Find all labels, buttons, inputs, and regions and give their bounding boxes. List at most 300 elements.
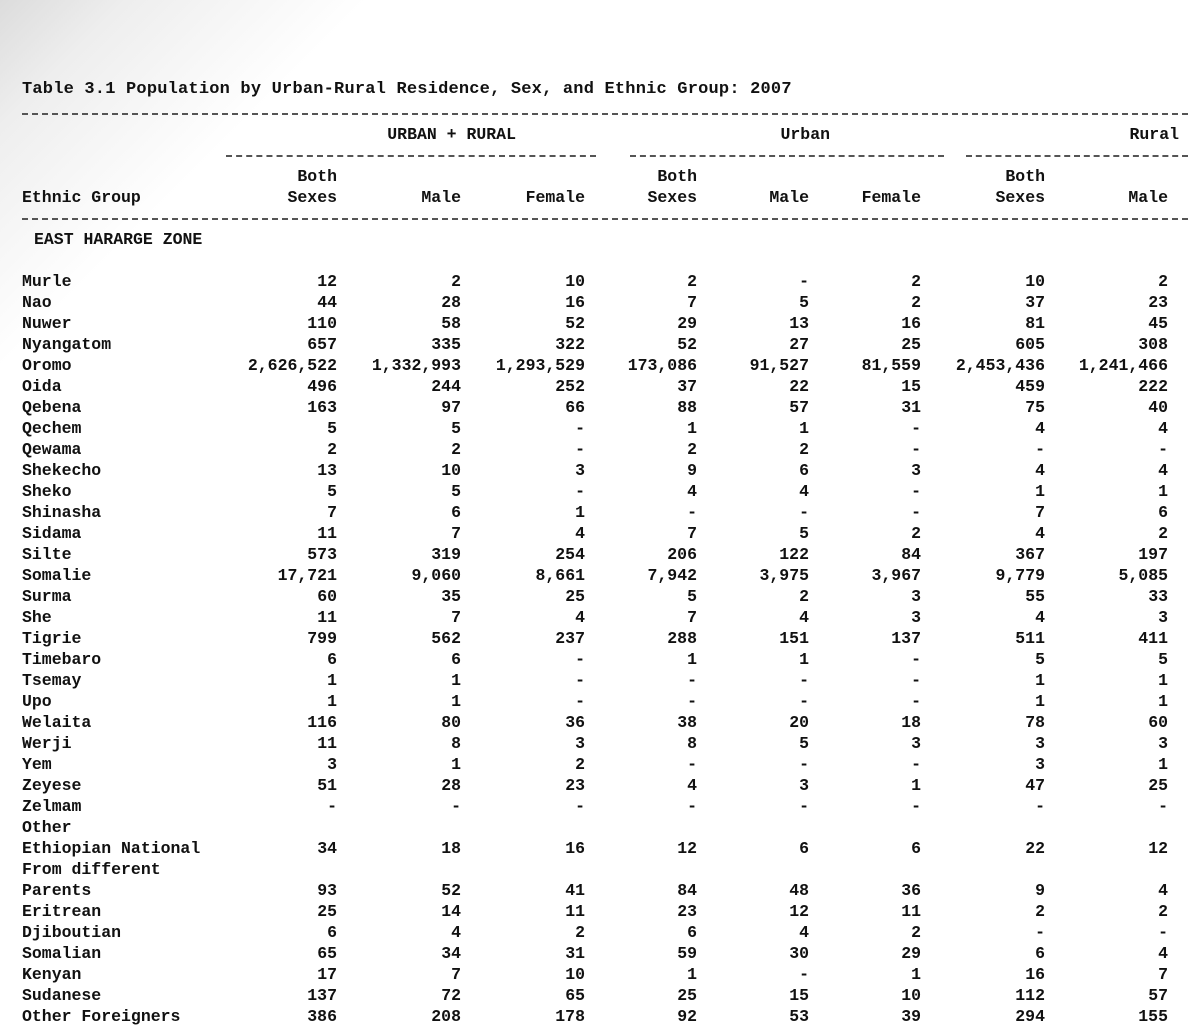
cell-total-both: 11: [317, 524, 337, 543]
row-label: Other Foreigners: [22, 1007, 181, 1026]
cell-rural-both: 47: [1025, 776, 1045, 795]
table-row: [0, 502, 1188, 523]
cell-rural-both: 4: [1035, 608, 1045, 627]
cell-urban-female: 10: [901, 986, 921, 1005]
cell-total-both: 2: [327, 440, 337, 459]
cell-urban-both: -: [687, 692, 697, 711]
cell-urban-male: 15: [789, 986, 809, 1005]
cell-rural-both: 6: [1035, 944, 1045, 963]
cell-total-female: 254: [555, 545, 585, 564]
cell-total-female: 1,293,529: [495, 356, 585, 375]
cell-urban-male: 3,975: [759, 566, 809, 585]
cell-rural-both: 1: [1035, 671, 1045, 690]
table-row: [0, 775, 1188, 796]
col-urban-both-line1: Both: [657, 167, 697, 186]
row-label: Silte: [22, 545, 72, 564]
table-row: [0, 607, 1188, 628]
cell-total-male: 35: [441, 587, 461, 606]
cell-total-female: 3: [575, 734, 585, 753]
cell-total-male: 6: [451, 503, 461, 522]
row-label: From different: [22, 860, 161, 879]
top-dashed-rule: [22, 113, 1188, 115]
cell-total-male: 7: [451, 608, 461, 627]
cell-total-both: 2,626,522: [247, 356, 337, 375]
cell-rural-male: 1: [1158, 482, 1168, 501]
cell-total-male: 335: [431, 335, 461, 354]
cell-total-both: 5: [327, 482, 337, 501]
row-label: Qechem: [22, 419, 82, 438]
cell-urban-male: 5: [799, 293, 809, 312]
cell-urban-female: -: [911, 482, 921, 501]
cell-total-both: 51: [317, 776, 337, 795]
cell-urban-female: -: [911, 797, 921, 816]
cell-total-female: 36: [565, 713, 585, 732]
cell-urban-both: 2: [687, 440, 697, 459]
cell-total-female: 4: [575, 524, 585, 543]
cell-urban-female: 16: [901, 314, 921, 333]
cell-total-male: 8: [451, 734, 461, 753]
cell-urban-male: 2: [799, 587, 809, 606]
cell-total-both: 110: [307, 314, 337, 333]
cell-total-female: -: [575, 482, 585, 501]
cell-total-both: 17: [317, 965, 337, 984]
cell-urban-male: 53: [789, 1007, 809, 1026]
cell-urban-female: 6: [911, 839, 921, 858]
table-row: [0, 985, 1188, 1006]
table-row: [0, 922, 1188, 943]
row-label: Werji: [22, 734, 72, 753]
cell-total-female: 252: [555, 377, 585, 396]
cell-rural-both: 112: [1015, 986, 1045, 1005]
cell-urban-both: 37: [677, 377, 697, 396]
cell-urban-male: 122: [779, 545, 809, 564]
cell-total-female: -: [575, 692, 585, 711]
cell-rural-male: -: [1158, 440, 1168, 459]
cell-urban-female: 18: [901, 713, 921, 732]
cell-total-both: 116: [307, 713, 337, 732]
table-row: [0, 901, 1188, 922]
cell-total-female: 10: [565, 272, 585, 291]
cell-total-female: 8,661: [535, 566, 585, 585]
col-urban-both-line2: Sexes: [647, 188, 697, 207]
group-rule-urban-rural: [226, 155, 596, 157]
cell-rural-both: 294: [1015, 1007, 1045, 1026]
cell-urban-male: 22: [789, 377, 809, 396]
table-row: [0, 817, 1188, 838]
cell-rural-male: 1: [1158, 755, 1168, 774]
cell-rural-male: 4: [1158, 419, 1168, 438]
cell-total-male: 72: [441, 986, 461, 1005]
table-row: [0, 418, 1188, 439]
cell-rural-male: 3: [1158, 608, 1168, 627]
cell-urban-male: -: [799, 503, 809, 522]
table-row: [0, 712, 1188, 733]
cell-urban-both: 2: [687, 272, 697, 291]
table-row: [0, 334, 1188, 355]
table-row: [0, 523, 1188, 544]
group-rule-rural: [966, 155, 1188, 157]
table-row: [0, 670, 1188, 691]
cell-rural-male: 197: [1138, 545, 1168, 564]
cell-rural-male: 4: [1158, 944, 1168, 963]
cell-rural-male: 2: [1158, 524, 1168, 543]
row-label: Timebaro: [22, 650, 102, 669]
cell-total-female: 52: [565, 314, 585, 333]
cell-urban-female: 2: [911, 923, 921, 942]
cell-total-male: 2: [451, 272, 461, 291]
cell-urban-female: 2: [911, 524, 921, 543]
cell-total-both: 386: [307, 1007, 337, 1026]
cell-urban-female: -: [911, 692, 921, 711]
row-label: Yem: [22, 755, 52, 774]
row-label: Nao: [22, 293, 52, 312]
cell-total-male: 58: [441, 314, 461, 333]
cell-urban-male: 13: [789, 314, 809, 333]
cell-total-male: 5: [451, 482, 461, 501]
cell-urban-female: -: [911, 503, 921, 522]
cell-rural-both: 55: [1025, 587, 1045, 606]
cell-urban-male: -: [799, 272, 809, 291]
row-label: Parents: [22, 881, 92, 900]
table-row: [0, 292, 1188, 313]
cell-urban-female: 1: [911, 776, 921, 795]
cell-urban-both: 7: [687, 524, 697, 543]
cell-urban-female: 84: [901, 545, 921, 564]
cell-total-both: 6: [327, 923, 337, 942]
cell-total-male: 1: [451, 671, 461, 690]
cell-total-female: -: [575, 419, 585, 438]
cell-rural-both: 3: [1035, 755, 1045, 774]
table-row: [0, 481, 1188, 502]
cell-total-male: 52: [441, 881, 461, 900]
cell-rural-both: 605: [1015, 335, 1045, 354]
cell-rural-male: 411: [1138, 629, 1168, 648]
col-rural-both-line2: Sexes: [995, 188, 1045, 207]
row-label: Oromo: [22, 356, 72, 375]
table-row: [0, 691, 1188, 712]
row-label: Surma: [22, 587, 72, 606]
col-total-both-line2: Sexes: [287, 188, 337, 207]
cell-rural-male: 40: [1148, 398, 1168, 417]
cell-total-female: 25: [565, 587, 585, 606]
cell-total-male: 7: [451, 965, 461, 984]
row-label: Qewama: [22, 440, 82, 459]
cell-rural-both: 459: [1015, 377, 1045, 396]
cell-urban-male: 4: [799, 608, 809, 627]
group-header-urban-rural: URBAN + RURAL: [387, 125, 516, 144]
cell-urban-male: -: [799, 755, 809, 774]
cell-rural-both: 7: [1035, 503, 1045, 522]
table-row: [0, 838, 1188, 859]
cell-rural-male: 57: [1148, 986, 1168, 1005]
cell-total-male: 4: [451, 923, 461, 942]
cell-rural-male: 2: [1158, 272, 1168, 291]
row-label: Sidama: [22, 524, 82, 543]
col-urban-male: Male: [769, 188, 809, 207]
table-row: [0, 796, 1188, 817]
cell-rural-both: -: [1035, 797, 1045, 816]
cell-urban-both: 206: [667, 545, 697, 564]
cell-total-male: 5: [451, 419, 461, 438]
cell-rural-both: 22: [1025, 839, 1045, 858]
row-label: Shinasha: [22, 503, 102, 522]
col-rural-both-line1: Both: [1005, 167, 1045, 186]
cell-rural-male: 5: [1158, 650, 1168, 669]
cell-urban-both: 84: [677, 881, 697, 900]
table-row: [0, 1006, 1188, 1027]
row-label: Shekecho: [22, 461, 102, 480]
row-label: Murle: [22, 272, 72, 291]
cell-total-female: 3: [575, 461, 585, 480]
cell-total-both: 163: [307, 398, 337, 417]
table-row: [0, 964, 1188, 985]
cell-total-female: 66: [565, 398, 585, 417]
row-label: She: [22, 608, 52, 627]
cell-total-male: 97: [441, 398, 461, 417]
cell-urban-female: 2: [911, 293, 921, 312]
cell-rural-both: 5: [1035, 650, 1045, 669]
row-label: Sheko: [22, 482, 72, 501]
group-header-urban: Urban: [780, 125, 830, 144]
cell-urban-male: 4: [799, 923, 809, 942]
cell-total-female: -: [575, 671, 585, 690]
cell-urban-male: 151: [779, 629, 809, 648]
cell-rural-male: 60: [1148, 713, 1168, 732]
cell-urban-male: 30: [789, 944, 809, 963]
cell-rural-male: 6: [1158, 503, 1168, 522]
cell-urban-female: 39: [901, 1007, 921, 1026]
table-row: [0, 355, 1188, 376]
cell-rural-male: 3: [1158, 734, 1168, 753]
row-label: Kenyan: [22, 965, 82, 984]
cell-rural-male: 25: [1148, 776, 1168, 795]
cell-urban-male: 6: [799, 839, 809, 858]
cell-total-both: 12: [317, 272, 337, 291]
cell-total-female: 178: [555, 1007, 585, 1026]
cell-urban-male: -: [799, 671, 809, 690]
cell-urban-male: 91,527: [749, 356, 809, 375]
cell-urban-male: 48: [789, 881, 809, 900]
cell-rural-both: 4: [1035, 419, 1045, 438]
table-row: [0, 586, 1188, 607]
cell-total-both: 65: [317, 944, 337, 963]
cell-rural-both: 37: [1025, 293, 1045, 312]
cell-total-female: 31: [565, 944, 585, 963]
col-total-both-line1: Both: [297, 167, 337, 186]
cell-urban-female: 29: [901, 944, 921, 963]
cell-total-both: 799: [307, 629, 337, 648]
cell-total-female: -: [575, 650, 585, 669]
table-row: [0, 628, 1188, 649]
cell-urban-both: 7: [687, 608, 697, 627]
cell-urban-both: -: [687, 671, 697, 690]
cell-urban-female: 31: [901, 398, 921, 417]
table-body: [0, 271, 1188, 1027]
cell-total-male: 18: [441, 839, 461, 858]
cell-total-both: -: [327, 797, 337, 816]
cell-total-both: 11: [317, 608, 337, 627]
row-label: Welaita: [22, 713, 92, 732]
cell-urban-female: -: [911, 671, 921, 690]
cell-rural-male: 7: [1158, 965, 1168, 984]
cell-total-female: -: [575, 797, 585, 816]
cell-urban-both: 1: [687, 419, 697, 438]
cell-total-both: 93: [317, 881, 337, 900]
cell-urban-male: 1: [799, 419, 809, 438]
row-label: Zelmam: [22, 797, 82, 816]
cell-total-both: 137: [307, 986, 337, 1005]
cell-urban-female: 3: [911, 587, 921, 606]
row-label: Tsemay: [22, 671, 82, 690]
cell-total-both: 7: [327, 503, 337, 522]
cell-total-male: 7: [451, 524, 461, 543]
cell-urban-both: 25: [677, 986, 697, 1005]
cell-total-female: 2: [575, 923, 585, 942]
cell-urban-male: 20: [789, 713, 809, 732]
row-label: Eritrean: [22, 902, 102, 921]
zone-label: EAST HARARGE ZONE: [34, 230, 203, 249]
cell-total-both: 6: [327, 650, 337, 669]
cell-total-female: -: [575, 440, 585, 459]
row-label: Nyangatom: [22, 335, 112, 354]
cell-urban-both: 1: [687, 965, 697, 984]
cell-total-both: 573: [307, 545, 337, 564]
col-urban-female: Female: [861, 188, 921, 207]
cell-urban-both: 7,942: [647, 566, 697, 585]
table-row: [0, 397, 1188, 418]
row-label: Sudanese: [22, 986, 102, 1005]
cell-urban-male: 5: [799, 524, 809, 543]
table-row: [0, 649, 1188, 670]
cell-urban-female: 11: [901, 902, 921, 921]
cell-rural-both: 2,453,436: [955, 356, 1045, 375]
cell-urban-female: 81,559: [861, 356, 921, 375]
cell-urban-both: 6: [687, 923, 697, 942]
cell-urban-male: 4: [799, 482, 809, 501]
cell-rural-male: 4: [1158, 461, 1168, 480]
row-label: Djiboutian: [22, 923, 122, 942]
cell-rural-both: 81: [1025, 314, 1045, 333]
table-row: [0, 859, 1188, 880]
row-label: Qebena: [22, 398, 82, 417]
cell-total-both: 60: [317, 587, 337, 606]
cell-total-both: 44: [317, 293, 337, 312]
cell-total-male: 1: [451, 692, 461, 711]
cell-urban-female: -: [911, 755, 921, 774]
cell-total-both: 17,721: [277, 566, 337, 585]
cell-total-female: 11: [565, 902, 585, 921]
cell-urban-both: 7: [687, 293, 697, 312]
cell-urban-male: -: [799, 965, 809, 984]
cell-rural-male: 2: [1158, 902, 1168, 921]
cell-rural-both: 367: [1015, 545, 1045, 564]
cell-total-male: 562: [431, 629, 461, 648]
cell-urban-both: -: [687, 755, 697, 774]
cell-total-female: 16: [565, 839, 585, 858]
cell-rural-male: 222: [1138, 377, 1168, 396]
cell-total-female: 4: [575, 608, 585, 627]
cell-urban-female: 1: [911, 965, 921, 984]
table-row: [0, 439, 1188, 460]
cell-urban-male: 3: [799, 776, 809, 795]
cell-total-male: 10: [441, 461, 461, 480]
cell-total-male: 1,332,993: [371, 356, 461, 375]
row-label: Oida: [22, 377, 62, 396]
cell-total-female: 237: [555, 629, 585, 648]
cell-urban-both: 5: [687, 587, 697, 606]
cell-urban-female: 3,967: [871, 566, 921, 585]
cell-rural-male: 33: [1148, 587, 1168, 606]
cell-total-both: 496: [307, 377, 337, 396]
cell-rural-male: -: [1158, 923, 1168, 942]
cell-total-female: 1: [575, 503, 585, 522]
cell-rural-male: 155: [1138, 1007, 1168, 1026]
row-label: Somalian: [22, 944, 102, 963]
row-label: Nuwer: [22, 314, 72, 333]
header-bottom-dashed-rule: [22, 218, 1188, 220]
table-row: [0, 754, 1188, 775]
cell-total-male: 80: [441, 713, 461, 732]
table-row: [0, 460, 1188, 481]
cell-rural-both: 1: [1035, 692, 1045, 711]
cell-rural-both: 9: [1035, 881, 1045, 900]
col-rural-male: Male: [1128, 188, 1168, 207]
cell-total-both: 1: [327, 671, 337, 690]
cell-total-male: 244: [431, 377, 461, 396]
cell-urban-female: -: [911, 419, 921, 438]
cell-urban-female: -: [911, 440, 921, 459]
cell-total-female: 322: [555, 335, 585, 354]
cell-urban-both: 9: [687, 461, 697, 480]
cell-rural-male: 308: [1138, 335, 1168, 354]
cell-urban-male: 2: [799, 440, 809, 459]
cell-rural-male: -: [1158, 797, 1168, 816]
cell-rural-male: 1: [1158, 692, 1168, 711]
cell-urban-female: -: [911, 650, 921, 669]
cell-total-both: 1: [327, 692, 337, 711]
cell-total-male: 34: [441, 944, 461, 963]
cell-total-female: 65: [565, 986, 585, 1005]
group-rule-urban: [630, 155, 944, 157]
cell-rural-male: 23: [1148, 293, 1168, 312]
cell-rural-both: 9,779: [995, 566, 1045, 585]
cell-urban-both: 38: [677, 713, 697, 732]
cell-rural-both: 10: [1025, 272, 1045, 291]
table-row: [0, 943, 1188, 964]
cell-urban-both: 4: [687, 776, 697, 795]
cell-rural-both: 1: [1035, 482, 1045, 501]
cell-rural-both: -: [1035, 923, 1045, 942]
cell-total-male: 208: [431, 1007, 461, 1026]
row-label: Zeyese: [22, 776, 82, 795]
cell-urban-male: 57: [789, 398, 809, 417]
cell-total-male: 28: [441, 776, 461, 795]
cell-urban-female: 3: [911, 461, 921, 480]
row-label: Ethiopian National: [22, 839, 201, 858]
cell-total-male: -: [451, 797, 461, 816]
cell-rural-male: 1: [1158, 671, 1168, 690]
col-ethnic-group: Ethnic Group: [22, 188, 141, 207]
cell-rural-male: 12: [1148, 839, 1168, 858]
cell-urban-male: -: [799, 797, 809, 816]
cell-urban-both: 92: [677, 1007, 697, 1026]
cell-urban-female: 25: [901, 335, 921, 354]
cell-urban-male: -: [799, 692, 809, 711]
cell-urban-female: 137: [891, 629, 921, 648]
cell-urban-female: 3: [911, 608, 921, 627]
cell-urban-both: -: [687, 797, 697, 816]
table-title: Table 3.1 Population by Urban-Rural Residence, Sex, and Ethnic Group: 2007: [22, 80, 792, 99]
